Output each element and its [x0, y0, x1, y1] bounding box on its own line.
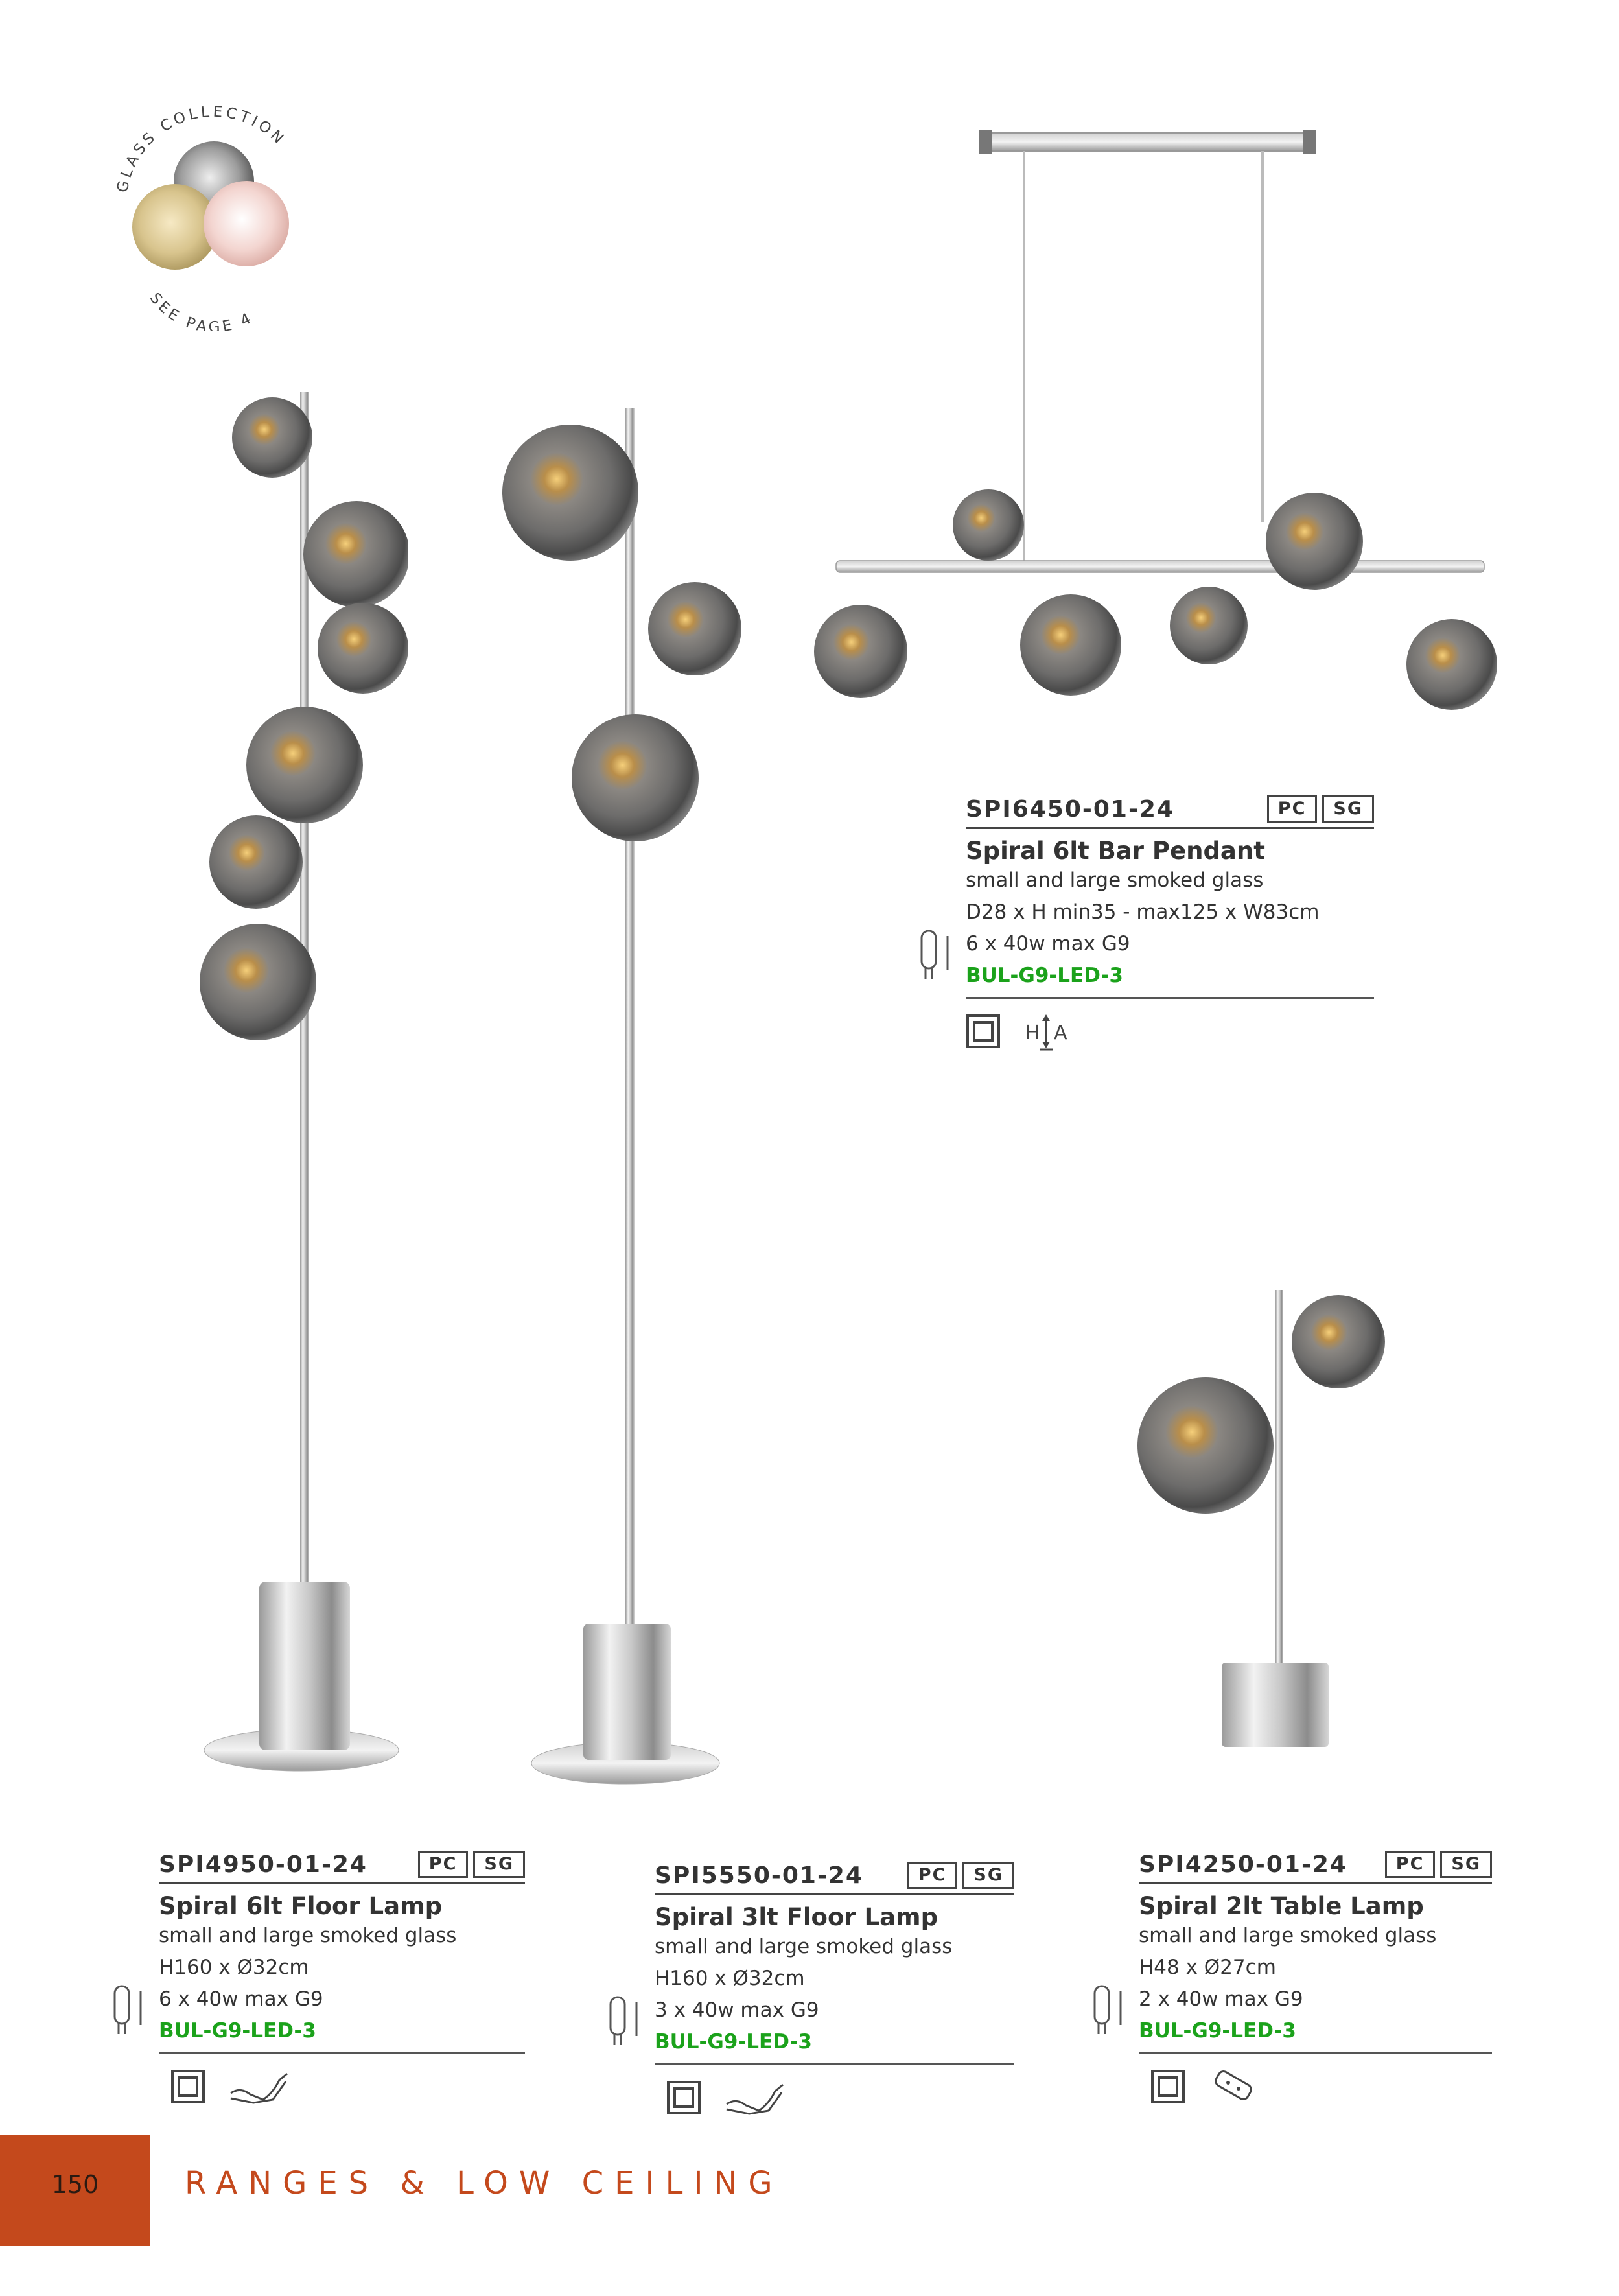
product-code-row	[655, 1857, 1014, 1895]
product-code: SPI6450-01-24	[966, 795, 1174, 823]
spec-wattage: 3 x 40w max G9	[655, 1998, 819, 2022]
spec-dimensions: H160 x Ø32cm	[159, 1956, 309, 1979]
finish-tag-pc: PC	[907, 1862, 958, 1889]
class-ii-icon	[1150, 2069, 1185, 2104]
product-code: SPI4950-01-24	[159, 1851, 367, 1878]
product-code: SPI5550-01-24	[655, 1862, 863, 1889]
product-spi4950	[159, 1846, 525, 2106]
class-ii-icon	[966, 1014, 1001, 1049]
class-ii-icon	[666, 2080, 701, 2115]
finish-tag-sg: SG	[1322, 795, 1374, 823]
svg-text:H: H	[1025, 1022, 1040, 1044]
product-name: Spiral 6lt Bar Pendant	[966, 837, 1265, 865]
foot-switch-icon	[723, 2078, 788, 2117]
product-name: Spiral 2lt Table Lamp	[1139, 1892, 1424, 1920]
spec-dimensions: H48 x Ø27cm	[1139, 1956, 1276, 1979]
glass-collection-badge[interactable]	[97, 91, 324, 331]
bulb-code[interactable]: BUL-G9-LED-3	[1139, 2019, 1296, 2043]
product-name: Spiral 6lt Floor Lamp	[159, 1892, 443, 1920]
spec-glass: small and large smoked glass	[655, 1935, 953, 1958]
finish-tag-pc: PC	[418, 1851, 469, 1878]
finish-tag-pc: PC	[1267, 795, 1318, 823]
spec-dimensions: D28 x H min35 - max125 x W83cm	[966, 900, 1320, 924]
product-code: SPI4250-01-24	[1139, 1851, 1347, 1878]
bar-pendant-image	[810, 113, 1523, 729]
product-name: Spiral 3lt Floor Lamp	[655, 1903, 938, 1931]
bulb-icon	[603, 1991, 642, 2056]
product-code-row	[966, 791, 1374, 829]
finish-tag-pc: PC	[1385, 1851, 1436, 1878]
spec-dimensions: H160 x Ø32cm	[655, 1967, 805, 1990]
finish-tag-sg: SG	[473, 1851, 525, 1878]
badge-top-text: GLASS COLLECTION	[114, 103, 289, 194]
spec-wattage: 2 x 40w max G9	[1139, 1987, 1303, 2011]
bulb-icon	[1087, 1980, 1126, 2044]
product-spi6450	[966, 791, 1374, 1051]
page-number: 150	[51, 2170, 99, 2199]
svg-text:A: A	[1054, 1022, 1067, 1044]
floor-lamp-6lt-image	[194, 389, 408, 1796]
product-code-row	[1139, 1846, 1492, 1884]
floor-lamp-3lt-image	[493, 395, 752, 1802]
table-lamp-image	[1095, 1264, 1432, 1770]
product-spi5550	[655, 1857, 1014, 2117]
badge-bottom-text: SEE PAGE 4	[146, 290, 257, 331]
product-code-row	[159, 1846, 525, 1884]
foot-switch-icon	[227, 2067, 292, 2106]
spec-wattage: 6 x 40w max G9	[159, 1987, 323, 2011]
inline-switch-icon	[1207, 2067, 1259, 2106]
spec-glass: small and large smoked glass	[1139, 1924, 1437, 1947]
finish-tag-sg: SG	[962, 1862, 1014, 1889]
bulb-code[interactable]: BUL-G9-LED-3	[159, 2019, 316, 2043]
product-spi4250	[1139, 1846, 1492, 2106]
finish-tag-sg: SG	[1440, 1851, 1492, 1878]
bulb-code[interactable]: BUL-G9-LED-3	[655, 2030, 812, 2054]
bulb-code[interactable]: BUL-G9-LED-3	[966, 964, 1123, 987]
class-ii-icon	[170, 2069, 205, 2104]
pink-glass-swatch	[204, 181, 289, 266]
bulb-icon	[914, 924, 953, 989]
spec-wattage: 6 x 40w max G9	[966, 932, 1130, 955]
spec-glass: small and large smoked glass	[159, 1924, 457, 1947]
page-number-box	[0, 2135, 150, 2246]
bulb-icon	[107, 1980, 146, 2044]
spec-glass: small and large smoked glass	[966, 869, 1264, 892]
height-adjustable-icon	[1023, 1012, 1075, 1051]
section-title[interactable]: RANGES & LOW CEILING	[185, 2165, 784, 2201]
